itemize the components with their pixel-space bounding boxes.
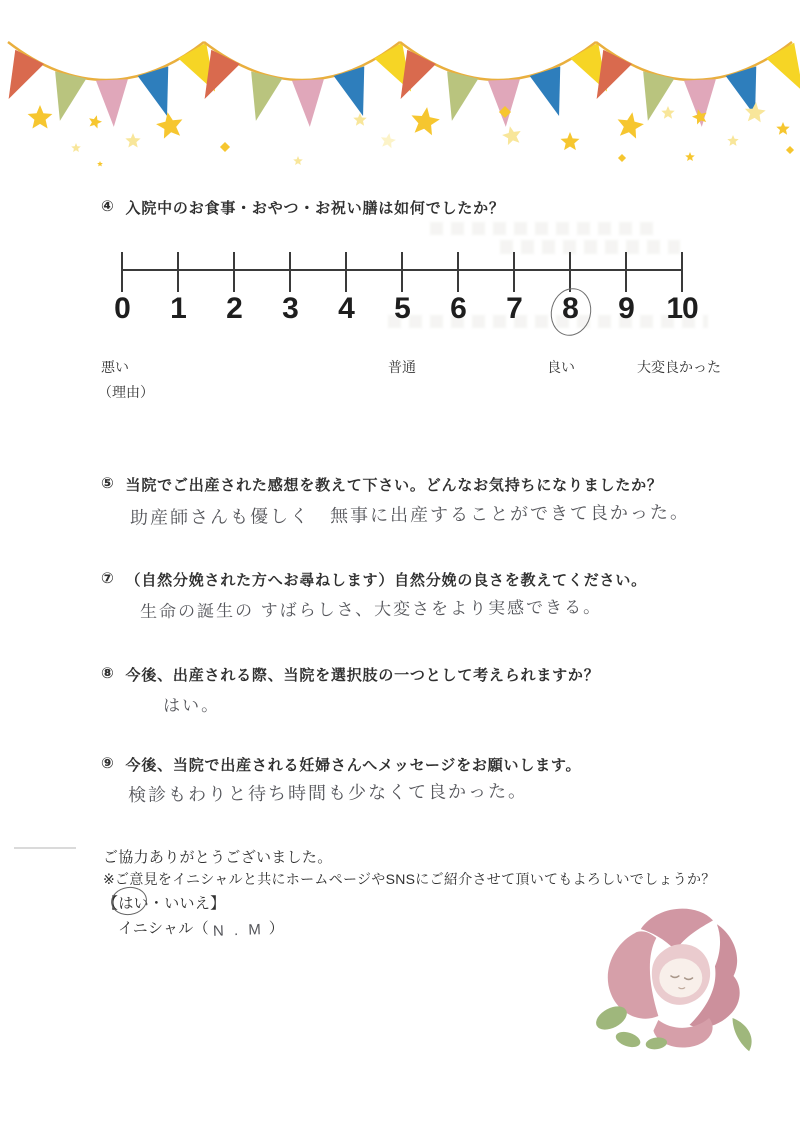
- consent-option-no: いいえ: [164, 895, 211, 912]
- baby-face: [659, 958, 702, 997]
- bunting-flag-green: [240, 71, 282, 124]
- scan-bleed-through: [430, 222, 660, 235]
- scale-number-2: 2: [226, 292, 242, 325]
- scale-anchor-good: 良い: [547, 359, 575, 375]
- bunting-flag-blue: [334, 66, 379, 120]
- star-icon: [776, 122, 789, 135]
- consent-yes-circle-mark: [110, 885, 150, 918]
- bunting-flag-pink: [488, 79, 522, 127]
- question-8-handwritten-answer: はい。: [162, 695, 221, 716]
- question-9-number: ⑨: [101, 755, 115, 772]
- scale-number-8: 8: [562, 292, 578, 325]
- initial-label: イニシャル（: [118, 920, 209, 937]
- question-7-number: ⑦: [101, 570, 115, 587]
- star-icon: [156, 112, 182, 138]
- sparkle-icon: [786, 146, 794, 154]
- initial-line: [118, 917, 284, 938]
- question-5: [101, 474, 663, 495]
- bunting-flag-red: [0, 50, 44, 106]
- consent-separator: ・: [148, 895, 165, 912]
- sparkle-icon: [618, 154, 626, 162]
- bunting-flag-blue: [138, 66, 183, 120]
- question-8-number: ⑧: [101, 665, 115, 682]
- question-8: [101, 664, 600, 685]
- star-icon: [97, 161, 103, 166]
- scale-number-7: 7: [506, 292, 522, 325]
- scale-number-5: 5: [394, 292, 410, 325]
- bunting-flag-blue: [530, 66, 575, 120]
- scale-number-0: 0: [114, 292, 130, 325]
- scale-number-6: 6: [450, 292, 466, 325]
- question-4-number: ④: [101, 198, 115, 215]
- star-icon: [685, 152, 695, 161]
- bunting-flag-pink: [292, 79, 326, 127]
- star-icon: [381, 133, 396, 148]
- consent-bracket-open: 【: [103, 895, 119, 912]
- scan-artifact-line: [14, 847, 76, 849]
- question-4: [101, 197, 505, 218]
- party-banner: [0, 0, 800, 178]
- initial-handwritten-value: N . M: [213, 921, 265, 940]
- rose-leaf: [614, 1029, 642, 1050]
- rose-baby-illustration: [574, 893, 770, 1059]
- question-5-text: 当院でご出産された感想を教えて下さい。どんなお気持ちになりましたか？: [125, 477, 663, 494]
- rose-petal: [608, 931, 659, 1018]
- question-9: [101, 754, 581, 775]
- star-icon: [28, 105, 53, 129]
- question-8-text: 今後、出産される際、当院を選択肢の一つとして考えられますか？: [125, 667, 600, 684]
- question-7-text: （自然分娩された方へお尋ねします）自然分娩の良さを教えてください。: [125, 572, 647, 589]
- star-icon: [71, 143, 81, 152]
- star-icon: [727, 135, 738, 146]
- question-7-handwritten-answer: 生命の誕生の すばらしさ、大変さをより実感できる。: [139, 597, 603, 622]
- sparkle-icon: [220, 142, 230, 152]
- scale-anchor-bad: 悪い: [101, 359, 129, 375]
- star-icon: [502, 126, 521, 145]
- star-icon: [125, 133, 140, 148]
- bunting-flag-yellow: [766, 43, 800, 100]
- thanks-text: ご協力ありがとうございました。: [103, 849, 333, 866]
- bunting-flag-pink: [96, 79, 130, 127]
- star-icon: [561, 132, 580, 150]
- scale-anchor-very-good: 大変良かった: [637, 359, 721, 375]
- scale-number-4: 4: [338, 292, 354, 325]
- question-5-handwritten-answer: 助産師さんも優しく 無事に出産することができて良かった。: [129, 502, 691, 528]
- question-7: [101, 569, 647, 590]
- star-icon: [89, 115, 102, 128]
- star-icon: [412, 107, 440, 135]
- consent-question-text: ※ご意見をイニシャルと共にホームページやSNSにご紹介させて頂いてもよろしいでしょうか？: [103, 871, 716, 887]
- star-icon: [353, 113, 366, 126]
- consent-options: [103, 892, 225, 913]
- rose-leaf-crescent: [733, 1018, 752, 1051]
- scale-number-3: 3: [282, 292, 298, 325]
- star-icon: [293, 156, 303, 165]
- consent-bracket-close: 】: [210, 895, 226, 912]
- bunting-flag-blue: [726, 66, 771, 120]
- question-5-number: ⑤: [101, 475, 115, 492]
- scale-number-1: 1: [170, 292, 186, 325]
- bunting-flag-green: [436, 71, 478, 124]
- bunting-flag-green: [44, 71, 86, 124]
- reason-label: （理由）: [98, 384, 154, 400]
- scale-anchor-normal: 普通: [388, 359, 416, 375]
- initial-bracket-close: ）: [268, 920, 284, 937]
- question-4-text: 入院中のお食事・おやつ・お祝い膳は如何でしたか？: [125, 200, 505, 217]
- scale-number-10: 10: [666, 292, 698, 325]
- bunting-flag-green: [632, 71, 674, 124]
- question-9-text: 今後、当院で出産される妊婦さんへメッセージをお願いします。: [125, 757, 582, 774]
- scale-numbers: [0, 292, 800, 328]
- star-icon: [618, 112, 644, 138]
- star-icon: [661, 106, 674, 119]
- scale-number-9: 9: [618, 292, 634, 325]
- consent-option-yes: はい: [118, 892, 149, 913]
- question-9-handwritten-answer: 検診もわりと待ち時間も少なくて良かった。: [127, 780, 529, 806]
